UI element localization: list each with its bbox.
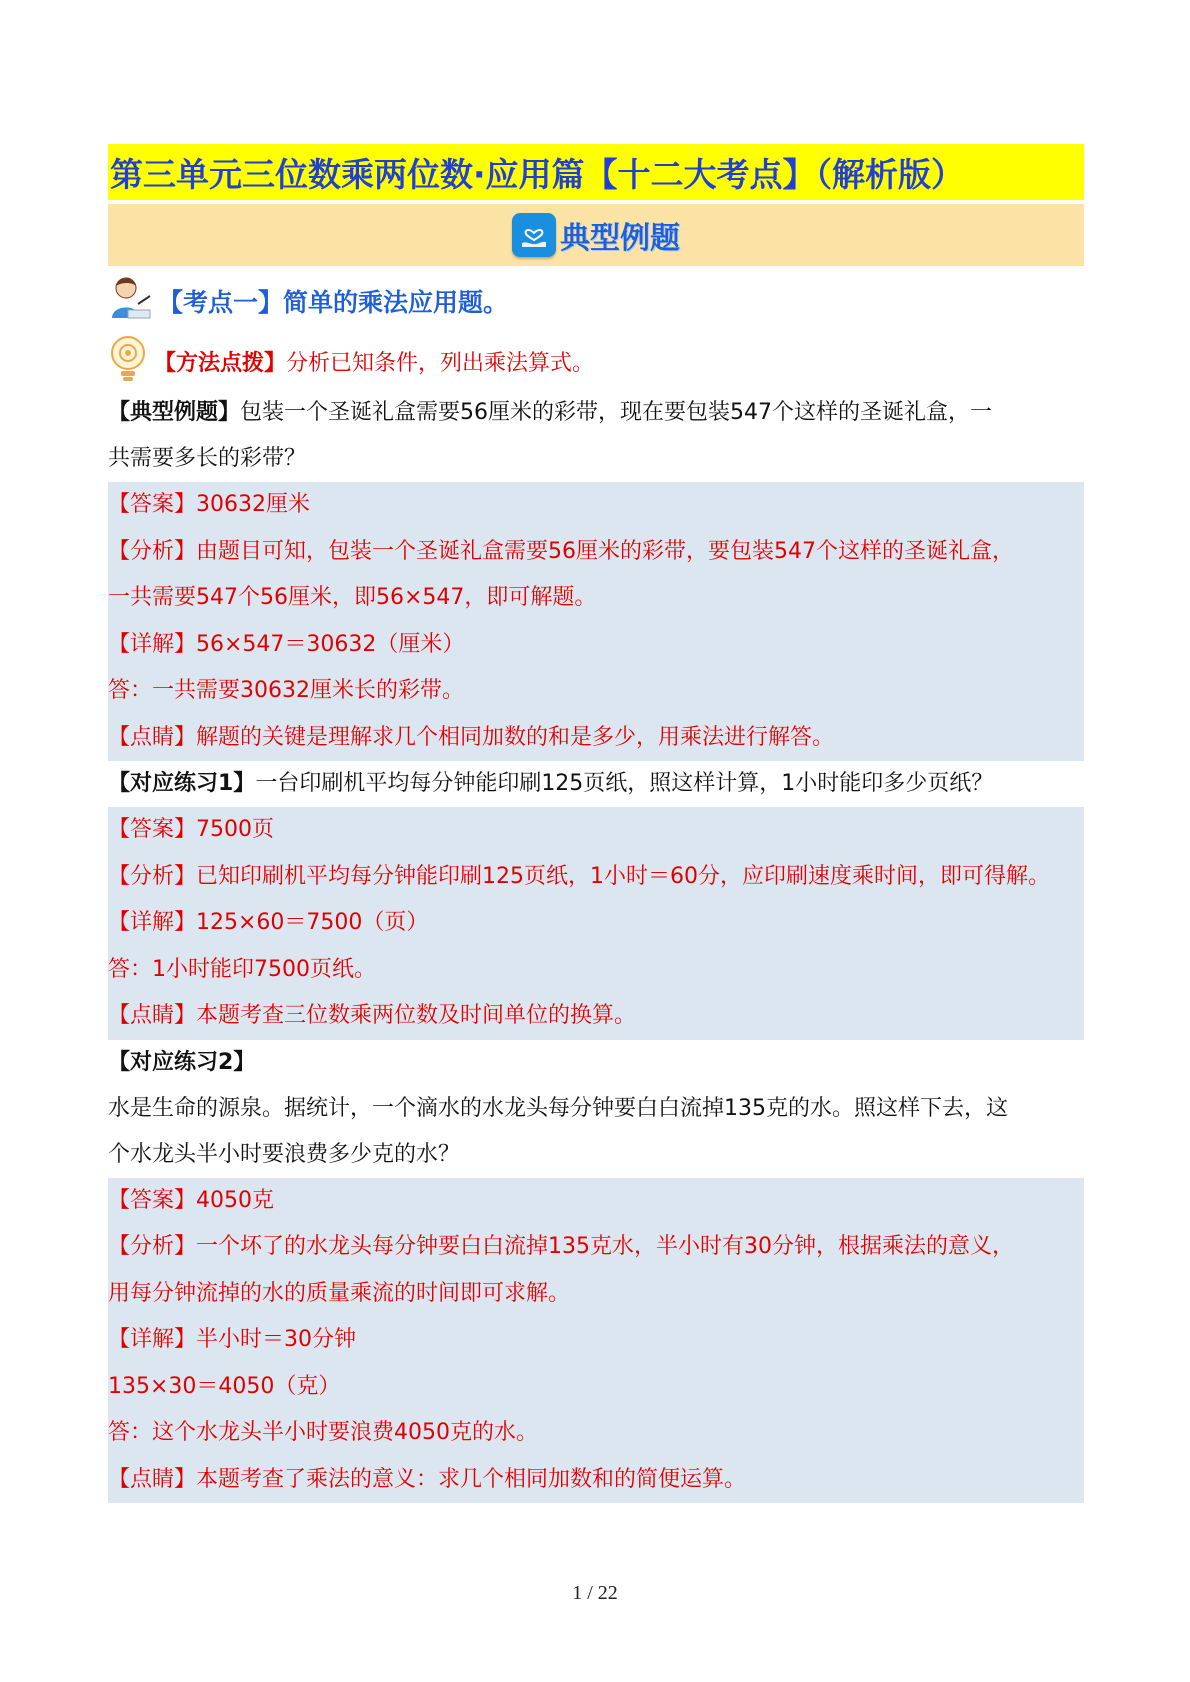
practice2-text-line2: 个水龙头半小时要浪费多少克的水？ [108, 1141, 461, 1167]
section-title: 典型例题 [560, 221, 680, 256]
practice1-label: 【对应练习1】 [108, 771, 256, 796]
example-text-line1: 包装一个圣诞礼盒需要56厘米的彩带，现在要包装547个这样的圣诞礼盒，一 [240, 400, 993, 425]
example-label: 【典型例题】 [108, 400, 241, 425]
page-number: 1 / 22 [572, 1582, 618, 1604]
example-analysis-line1: 【分析】由题目可知，包装一个圣诞礼盒需要56厘米的彩带，要包装547个这样的圣诞礼盒， [108, 538, 1014, 564]
practice2-question [108, 1040, 1084, 1178]
example-answer: 【答案】30632厘米 [108, 492, 310, 517]
practice1-text: 一台印刷机平均每分钟能印刷125页纸，照这样计算，1小时能印多少页纸？ [255, 771, 994, 796]
practice2-label: 【对应练习2】 [108, 1049, 256, 1075]
example-point: 【点睛】解题的关键是理解求几个相同加数的和是多少，用乘法进行解答。 [108, 724, 835, 750]
section-header [108, 204, 1084, 266]
practice1-analysis: 【分析】已知印刷机平均每分钟能印刷125页纸，1小时＝60分，应印刷速度乘时间，即可得解。 [108, 863, 1050, 889]
example-question [108, 390, 1084, 482]
practice2-analysis-line1: 【分析】一个坏了的水龙头每分钟要白白流掉135克水，半小时有30分钟，根据乘法的意义， [108, 1234, 1014, 1259]
practice2-text-line1: 水是生命的源泉。据统计，一个滴水的水龙头每分钟要白白流掉135克的水。照这样下去，这 [108, 1095, 1008, 1121]
example-reply: 答：一共需要30632厘米长的彩带。 [108, 678, 464, 703]
document-page [108, 144, 1084, 1503]
heart-hand-icon [512, 213, 556, 257]
key-point-row [108, 272, 1084, 330]
example-analysis-line2: 一共需要547个56厘米，即56×547，即可解题。 [108, 585, 597, 610]
practice2-point: 【点睛】本题考查了乘法的意义：求几个相同加数和的简便运算。 [108, 1466, 747, 1492]
practice1-point: 【点睛】本题考查三位数乘两位数及时间单位的换算。 [108, 1003, 637, 1028]
example-answer-block [108, 482, 1084, 761]
practice1-question [108, 761, 1084, 807]
lightbulb-icon [108, 333, 148, 389]
practice2-analysis-line2: 用每分钟流掉的水的质量乘流的时间即可求解。 [108, 1280, 571, 1306]
practice2-reply: 答：这个水龙头半小时要浪费4050克的水。 [108, 1420, 538, 1445]
practice1-detail: 【详解】125×60＝7500（页） [108, 910, 429, 935]
example-text-line2: 共需要多长的彩带？ [108, 446, 307, 471]
student-icon [108, 274, 152, 328]
practice1-answer: 【答案】7500页 [108, 817, 274, 842]
practice2-detail-line1: 【详解】半小时＝30分钟 [108, 1327, 356, 1352]
method-row [108, 332, 1084, 390]
practice2-answer-block [108, 1178, 1084, 1504]
method-text: 分析已知条件，列出乘法算式。 [286, 350, 595, 376]
practice1-reply: 答：1小时能印7500页纸。 [108, 956, 376, 982]
method-label: 【方法点拨】 [154, 350, 287, 376]
key-point-title: 【考点一】简单的乘法应用题。 [158, 288, 509, 317]
page-title: 第三单元三位数乘两位数·应用篇【十二大考点】（解析版） [108, 144, 1084, 200]
practice2-detail-line2: 135×30＝4050（克） [108, 1373, 341, 1399]
practice2-answer: 【答案】4050克 [108, 1187, 274, 1213]
practice1-answer-block [108, 807, 1084, 1040]
example-detail: 【详解】56×547＝30632（厘米） [108, 631, 465, 657]
